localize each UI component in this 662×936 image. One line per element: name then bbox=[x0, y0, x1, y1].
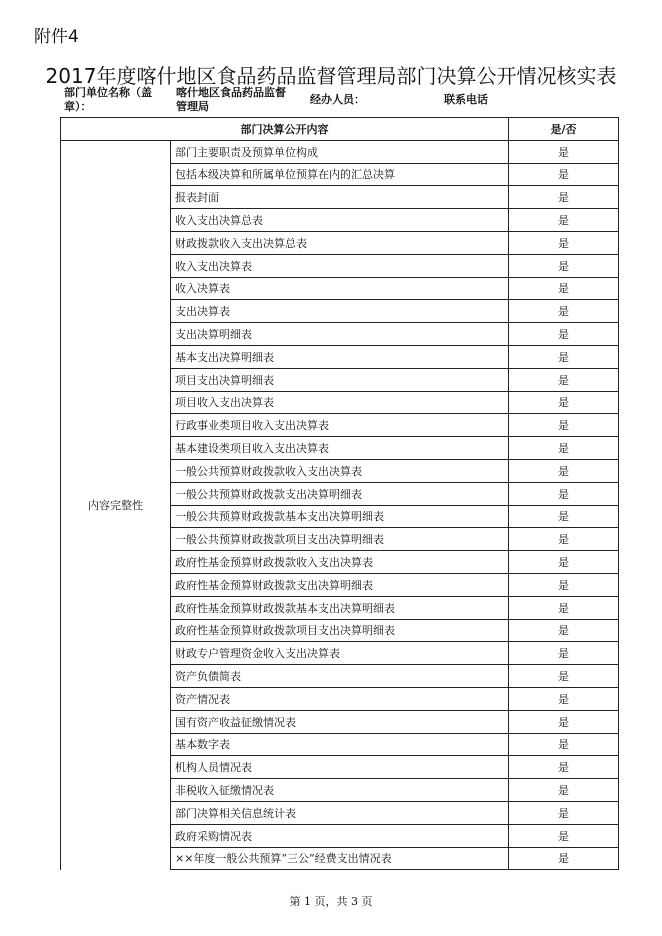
page-footer: 第 1 页，共 3 页 bbox=[289, 895, 373, 908]
yes-no-cell: 是 bbox=[509, 733, 619, 756]
item-cell: 收入支出决算总表 bbox=[171, 209, 509, 232]
item-cell: 资产情况表 bbox=[171, 687, 509, 710]
item-cell: 非税收入征缴情况表 bbox=[171, 779, 509, 802]
phone-label: 联系电话 bbox=[444, 93, 488, 106]
yes-no-cell: 是 bbox=[509, 710, 619, 733]
table-header-row bbox=[61, 118, 619, 141]
item-cell: 行政事业类项目收入支出决算表 bbox=[171, 414, 509, 437]
item-cell: 报表封面 bbox=[171, 186, 509, 209]
item-cell: 政府性基金预算财政拨款支出决算明细表 bbox=[171, 573, 509, 596]
yes-no-cell: 是 bbox=[509, 186, 619, 209]
item-cell: 部门决算相关信息统计表 bbox=[171, 801, 509, 824]
item-cell: 一般公共预算财政拨款收入支出决算表 bbox=[171, 459, 509, 482]
yes-no-cell: 是 bbox=[509, 551, 619, 574]
item-cell: 财政拨款收入支出决算总表 bbox=[171, 231, 509, 254]
item-cell: 基本建设类项目收入支出决算表 bbox=[171, 437, 509, 460]
item-cell: 政府性基金预算财政拨款收入支出决算表 bbox=[171, 551, 509, 574]
item-cell: 收入支出决算表 bbox=[171, 254, 509, 277]
yes-no-cell: 是 bbox=[509, 801, 619, 824]
yes-no-cell: 是 bbox=[509, 665, 619, 688]
yes-no-cell: 是 bbox=[509, 323, 619, 346]
yes-no-cell: 是 bbox=[509, 300, 619, 323]
item-cell: 政府性基金预算财政拨款项目支出决算明细表 bbox=[171, 619, 509, 642]
item-cell: 收入决算表 bbox=[171, 277, 509, 300]
yes-no-cell: 是 bbox=[509, 847, 619, 870]
yes-no-cell: 是 bbox=[509, 391, 619, 414]
unit-name-label: 部门单位名称（盖章）： bbox=[64, 86, 152, 113]
item-cell: 国有资产收益征缴情况表 bbox=[171, 710, 509, 733]
yes-no-cell: 是 bbox=[509, 140, 619, 163]
item-cell: 一般公共预算财政拨款支出决算明细表 bbox=[171, 482, 509, 505]
item-cell: 项目支出决算明细表 bbox=[171, 368, 509, 391]
item-cell: 项目收入支出决算表 bbox=[171, 391, 509, 414]
yes-no-cell: 是 bbox=[509, 528, 619, 551]
item-cell: 包括本级决算和所属单位预算在内的汇总决算 bbox=[171, 163, 509, 186]
category-cell: 内容完整性 bbox=[61, 140, 171, 870]
item-cell: 一般公共预算财政拨款项目支出决算明细表 bbox=[171, 528, 509, 551]
yes-no-cell: 是 bbox=[509, 277, 619, 300]
yes-no-cell: 是 bbox=[509, 482, 619, 505]
yes-no-cell: 是 bbox=[509, 209, 619, 232]
handler-label: 经办人员： bbox=[310, 93, 365, 106]
yes-no-cell: 是 bbox=[509, 345, 619, 368]
item-cell: 部门主要职责及预算单位构成 bbox=[171, 140, 509, 163]
item-cell: ××年度一般公共预算“三公”经费支出情况表 bbox=[171, 847, 509, 870]
item-cell: 一般公共预算财政拨款基本支出决算明细表 bbox=[171, 505, 509, 528]
header-yes-no: 是/否 bbox=[509, 118, 619, 141]
unit-name-value: 喀什地区食品药品监督管理局 bbox=[176, 86, 286, 113]
yes-no-cell: 是 bbox=[509, 505, 619, 528]
item-cell: 支出决算表 bbox=[171, 300, 509, 323]
item-cell: 政府采购情况表 bbox=[171, 824, 509, 847]
item-cell: 机构人员情况表 bbox=[171, 756, 509, 779]
item-cell: 政府性基金预算财政拨款基本支出决算明细表 bbox=[171, 596, 509, 619]
yes-no-cell: 是 bbox=[509, 619, 619, 642]
item-cell: 财政专户管理资金收入支出决算表 bbox=[171, 642, 509, 665]
yes-no-cell: 是 bbox=[509, 756, 619, 779]
page-title: 2017年度喀什地区食品药品监督管理局部门决算公开情况核实表 bbox=[45, 64, 617, 88]
item-cell: 基本数字表 bbox=[171, 733, 509, 756]
item-cell: 资产负债简表 bbox=[171, 665, 509, 688]
table-row bbox=[61, 140, 619, 163]
header-content: 部门决算公开内容 bbox=[61, 118, 509, 141]
yes-no-cell: 是 bbox=[509, 459, 619, 482]
yes-no-cell: 是 bbox=[509, 163, 619, 186]
yes-no-cell: 是 bbox=[509, 573, 619, 596]
yes-no-cell: 是 bbox=[509, 254, 619, 277]
attachment-label: 附件4 bbox=[34, 27, 79, 47]
yes-no-cell: 是 bbox=[509, 824, 619, 847]
yes-no-cell: 是 bbox=[509, 642, 619, 665]
yes-no-cell: 是 bbox=[509, 368, 619, 391]
yes-no-cell: 是 bbox=[509, 687, 619, 710]
yes-no-cell: 是 bbox=[509, 414, 619, 437]
yes-no-cell: 是 bbox=[509, 231, 619, 254]
item-cell: 基本支出决算明细表 bbox=[171, 345, 509, 368]
verification-table bbox=[60, 117, 619, 870]
item-cell: 支出决算明细表 bbox=[171, 323, 509, 346]
yes-no-cell: 是 bbox=[509, 779, 619, 802]
yes-no-cell: 是 bbox=[509, 437, 619, 460]
yes-no-cell: 是 bbox=[509, 596, 619, 619]
